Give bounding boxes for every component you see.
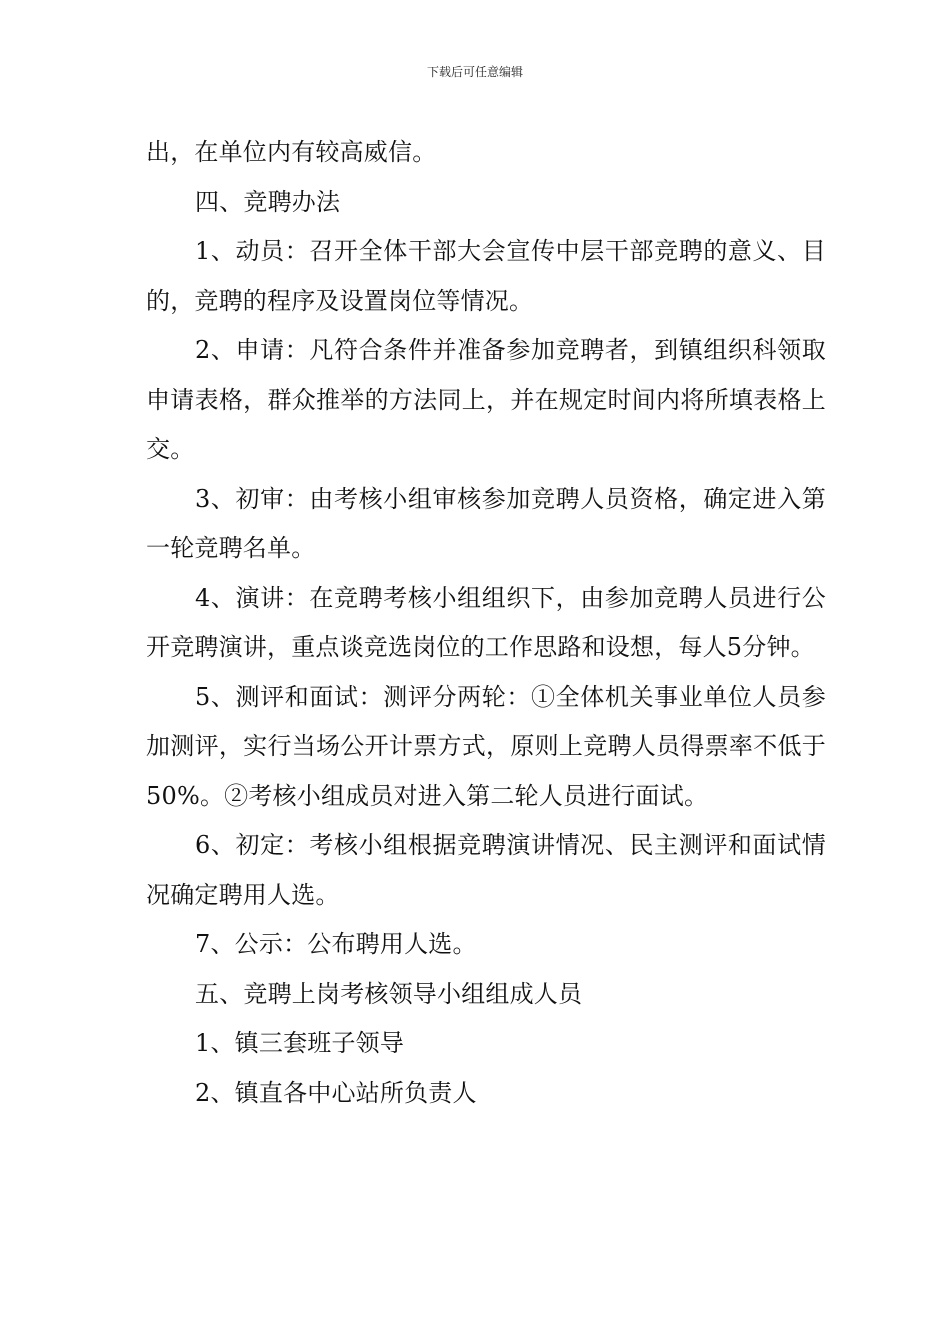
paragraph-step-publicize: 7、公示：公布聘用人选。 [195, 930, 477, 958]
paragraph-step-preliminary: 6、初定：考核小组根据竞聘演讲情况、民主测评和面试情况确定聘用人选。 [146, 831, 826, 909]
paragraph-step-apply: 2、申请：凡符合条件并准备参加竞聘者，到镇组织科领取申请表格，群众推举的方法同上，并在规定时间内将所填表格上交。 [146, 336, 826, 463]
document-body [146, 128, 826, 1118]
paragraph-step-speech: 4、演讲：在竞聘考核小组组织下，由参加竞聘人员进行公开竞聘演讲，重点谈竞选岗位的工作思路和设想，每人5分钟。 [146, 583, 826, 661]
page-header-note: 下载后可任意编辑 [426, 65, 523, 79]
paragraph-step-evaluation: 5、测评和面试：测评分两轮：①全体机关事业单位人员参加测评，实行当场公开计票方式，原则上竞聘人员得票率不低于50%。②考核小组成员对进入第二轮人员进行面试。 [146, 682, 826, 810]
list-item-committee-2: 2、镇直各中心站所负责人 [195, 1078, 477, 1107]
list-item-committee-1: 1、镇三套班子领导 [195, 1029, 405, 1057]
section-heading-method: 四、竞聘办法 [195, 187, 341, 216]
paragraph-continuation: 出，在单位内有较高威信。 [146, 138, 437, 166]
paragraph-step-review: 3、初审：由考核小组审核参加竞聘人员资格，确定进入第一轮竞聘名单。 [146, 484, 826, 562]
paragraph-step-mobilize: 1、动员：召开全体干部大会宣传中层干部竞聘的意义、目的，竞聘的程序及设置岗位等情况。 [146, 237, 826, 315]
section-heading-committee: 五、竞聘上岗考核领导小组组成人员 [195, 979, 583, 1008]
